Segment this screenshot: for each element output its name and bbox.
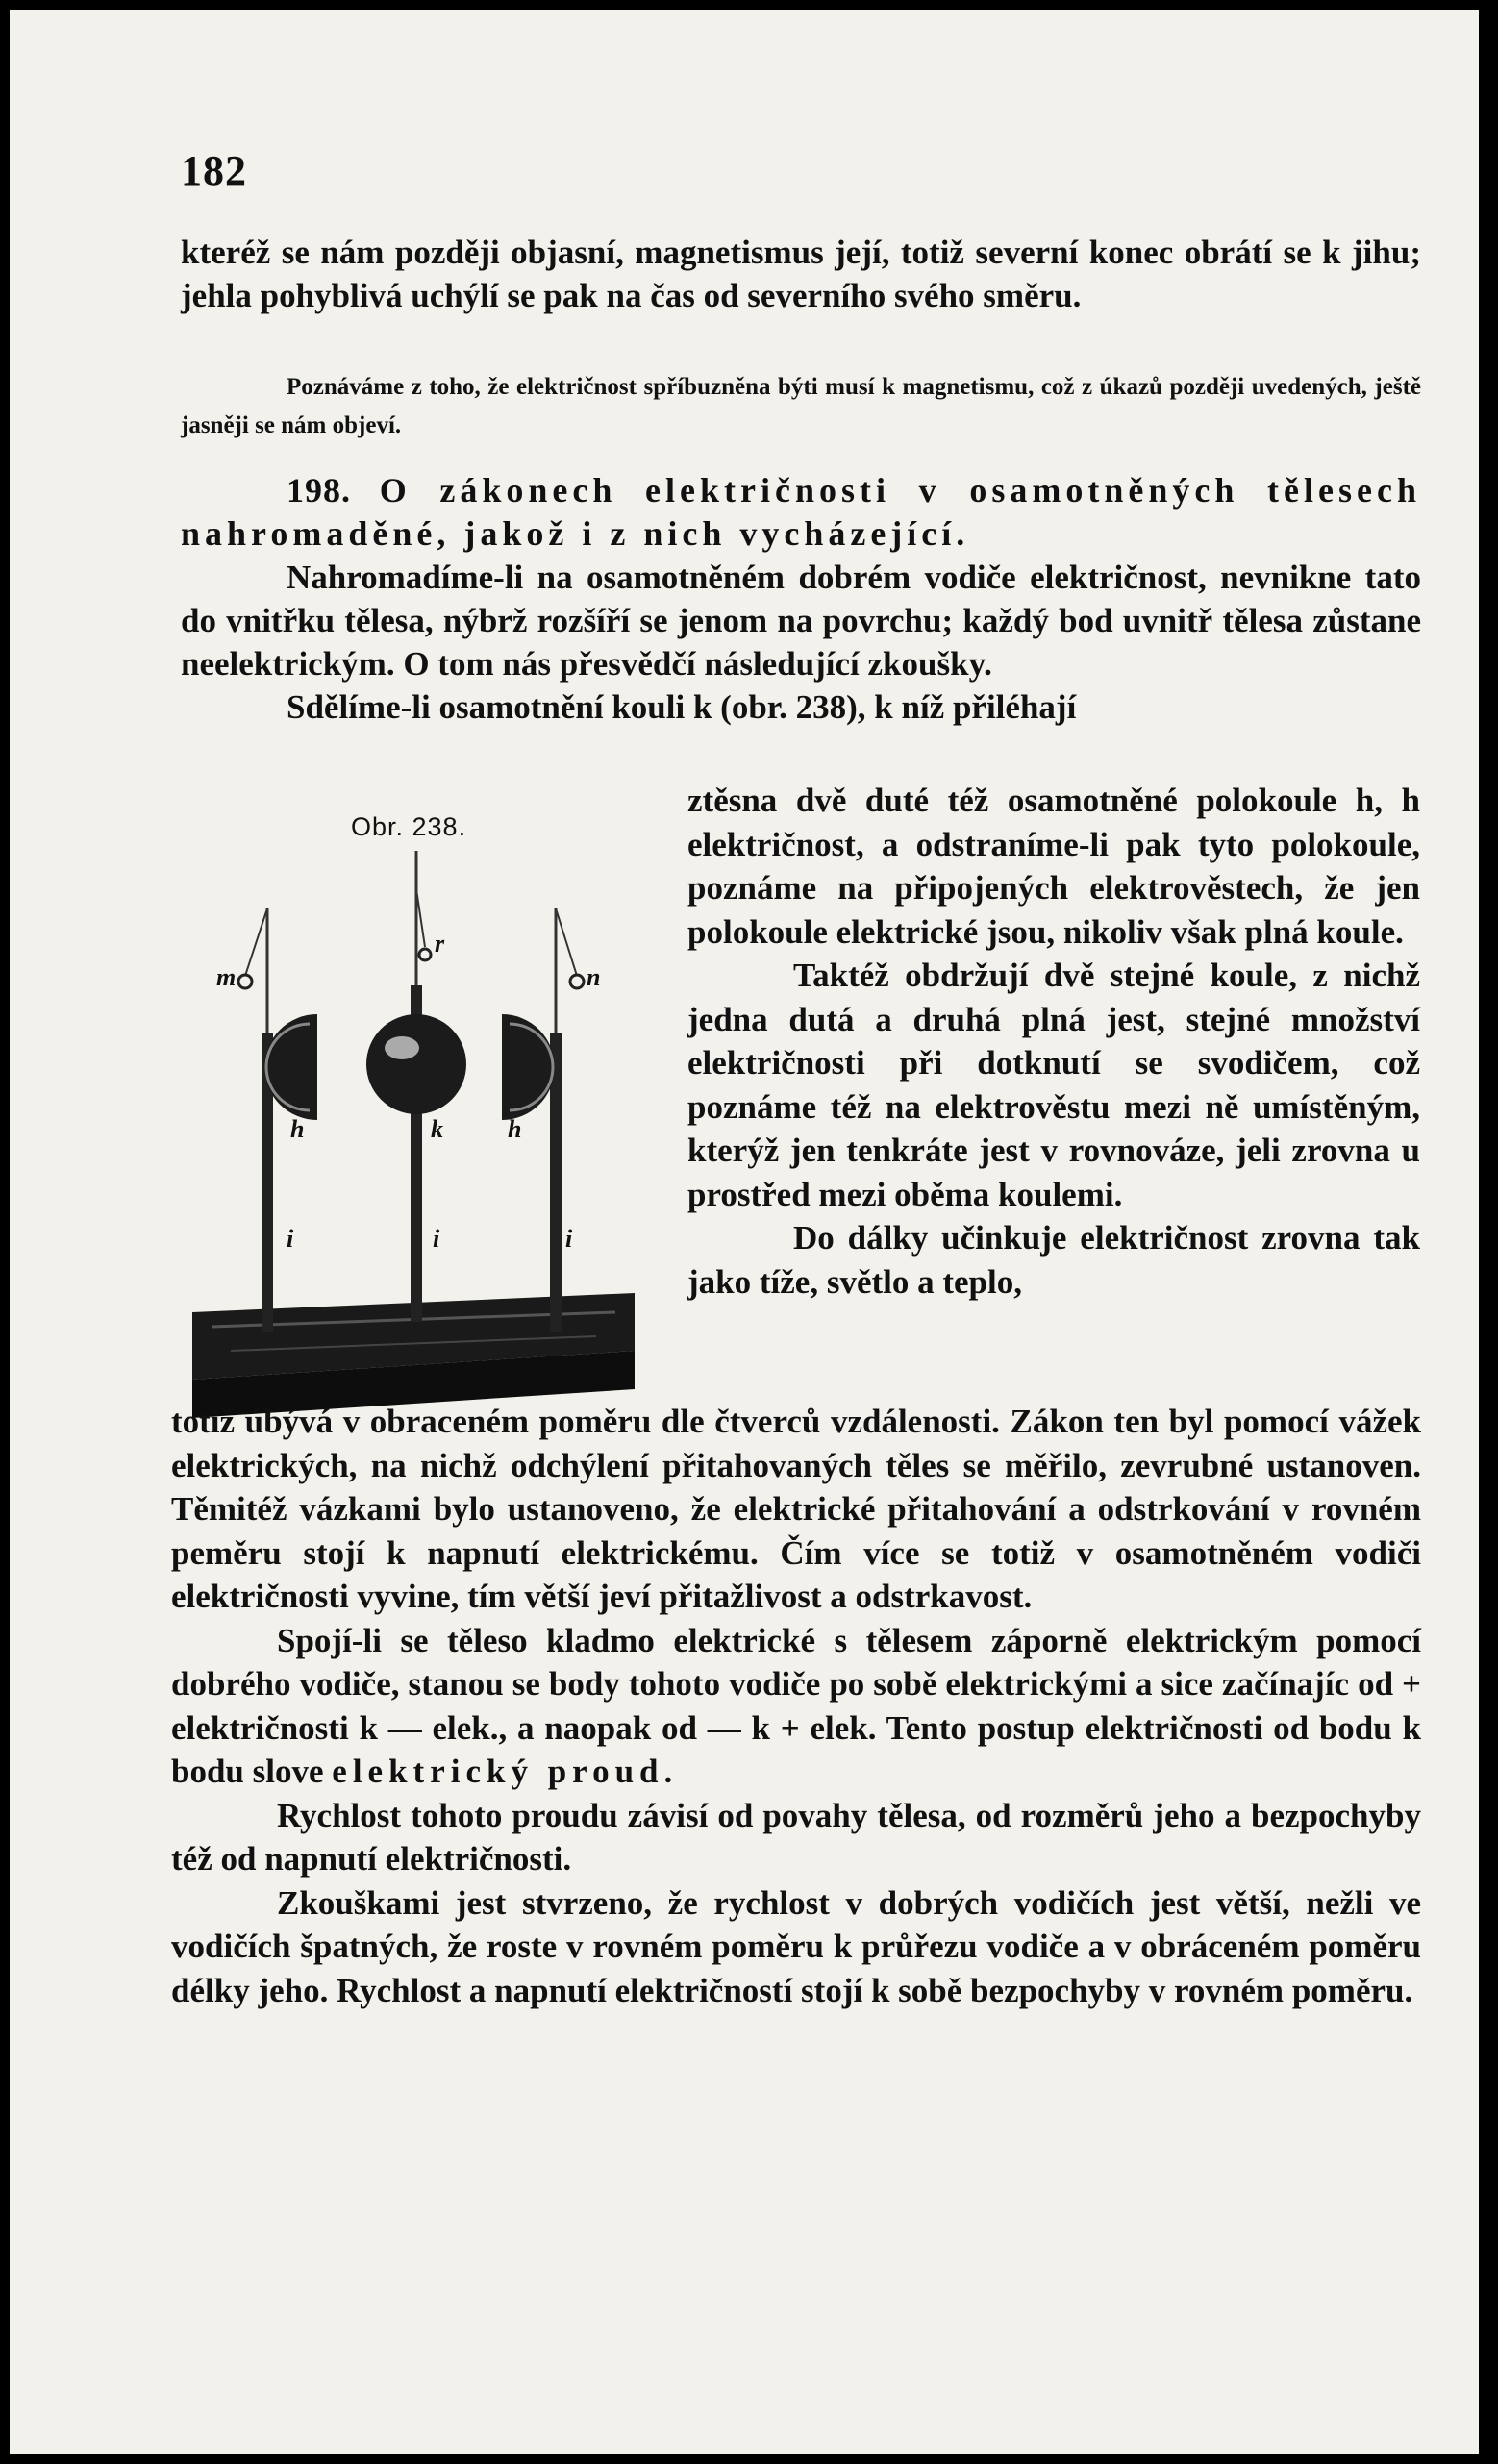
label-i-middle: i <box>433 1225 440 1253</box>
section-number: 198. <box>287 471 351 510</box>
intro-text: kteréž se nám později objasní, magnetismus její, totiž severní konec obrátí se k jihu; jehla pohyblivá uchýlí se pak na čas od severního svého směru. <box>181 234 1421 314</box>
label-r: r <box>435 930 445 958</box>
paragraph-text: Spojí-li se těleso kladmo elektrické s tělesem záporně elektrickým pomocí dobrého vodiče, stanou se body tohoto vodiče po sobě elektrickými a sice začínajíc od + električnosti k — elek., a naopak od — k + elek. Tento postup električnosti od bodu k bodu slove <box>171 1621 1421 1790</box>
book-page <box>10 10 1479 2454</box>
wide-text-column <box>171 1400 1421 2012</box>
narrow-text-column <box>687 779 1420 1304</box>
paragraph: totiž úbývá v obraceném poměru dle čtverců vzdálenosti. Zákon ten byl pomocí vážek elektrických, na nichž odchýlení přitahovaných těles se měřilo, zevrubné ustanoven. Těmitéž vázkami bylo ustanoveno, že elektrické přitahování a odstrkování v rovném peměru stojí k napnutí elektrickému. Čím více se totiž v osamotněném vodiči električnosti vyvine, tím větší jeví přitažlivost a odstrkavost. <box>171 1403 1421 1615</box>
intro-note: Poznáváme z toho, že električnost spříbuzněna býti musí k magnetismu, což z úkazů později uvedených, ještě jasněji se nám objeví. <box>181 374 1421 438</box>
section-title: O zákonech električnosti v osamotněných tělesech nahromaděné, jakož i z nich vycházející. <box>181 471 1421 553</box>
label-m: m <box>216 963 237 991</box>
label-h-right: h <box>508 1115 522 1143</box>
paragraph: Nahromadíme-li na osamotněném dobrém vodiče električnost, nevnikne tato do vnitřku tělesa, nýbrž rozšíří se jenom na povrchu; každý bod uvnitř tělesa zůstane neelektrickým. O tom nás přesvědčí následující zkoušky. <box>181 559 1421 683</box>
pendulum-ball-n <box>570 975 584 988</box>
label-k: k <box>431 1115 443 1143</box>
pendulum-ball-r <box>419 949 431 960</box>
label-h-left: h <box>290 1115 305 1143</box>
paragraph: Zkouškami jest stvrzeno, že rychlost v dobrých vodičích jest větší, nežli ve vodičích špatných, že roste v rovném poměru k průřezu vodiče a v obráceném poměru délky jeho. Rychlost a napnutí električností stojí k sobě bezpochyby v rovném poměru. <box>171 1883 1421 2009</box>
paragraph: Taktéž obdržují dvě stejné koule, z nichž jedna dutá a druhá plná jest, stejné množství električnosti při dotknutí se svodičem, což poznáme též na elektrověstu mezi ně umístěným, kterýž jen tenkráte jest v rovnováze, jeli zrovna u prostřed mezi oběma koulemi. <box>687 957 1420 1213</box>
figure-electroscope-apparatus <box>173 812 654 1428</box>
figure-caption: Obr. 238. <box>351 812 467 841</box>
hemisphere-right <box>502 1014 555 1120</box>
label-i-left: i <box>287 1225 294 1253</box>
page-number: 182 <box>181 147 247 194</box>
top-paragraphs <box>181 556 1421 729</box>
term-electric-current: elektrický proud. <box>332 1753 679 1790</box>
label-n: n <box>587 963 601 991</box>
intro-block <box>181 231 1421 317</box>
label-i-right: i <box>565 1225 573 1253</box>
section-heading <box>181 469 1421 556</box>
paragraph: Do dálky učinkuje električnost zrovna tak jako tíže, světlo a teplo, <box>687 1219 1420 1301</box>
pendulum-ball-m <box>238 975 252 988</box>
paragraph: ztěsna dvě duté též osamotněné polokoule h, h električnost, a odstraníme-li pak tyto polokoule, poznáme na připojených elektrověstech, že jen polokoule elektrické jsou, nikoliv však plná koule. <box>687 782 1420 951</box>
note-block <box>181 368 1421 445</box>
paragraph: Sdělíme-li osamotnění kouli k (obr. 238), k níž přiléhají <box>287 688 1077 726</box>
sphere-k <box>366 1014 466 1114</box>
paragraph: Rychlost tohoto proudu závisí od povahy tělesa, od rozměrů jeho a bezpochyby též od napnutí električnosti. <box>171 1796 1421 1878</box>
paragraph <box>171 1619 1421 1794</box>
